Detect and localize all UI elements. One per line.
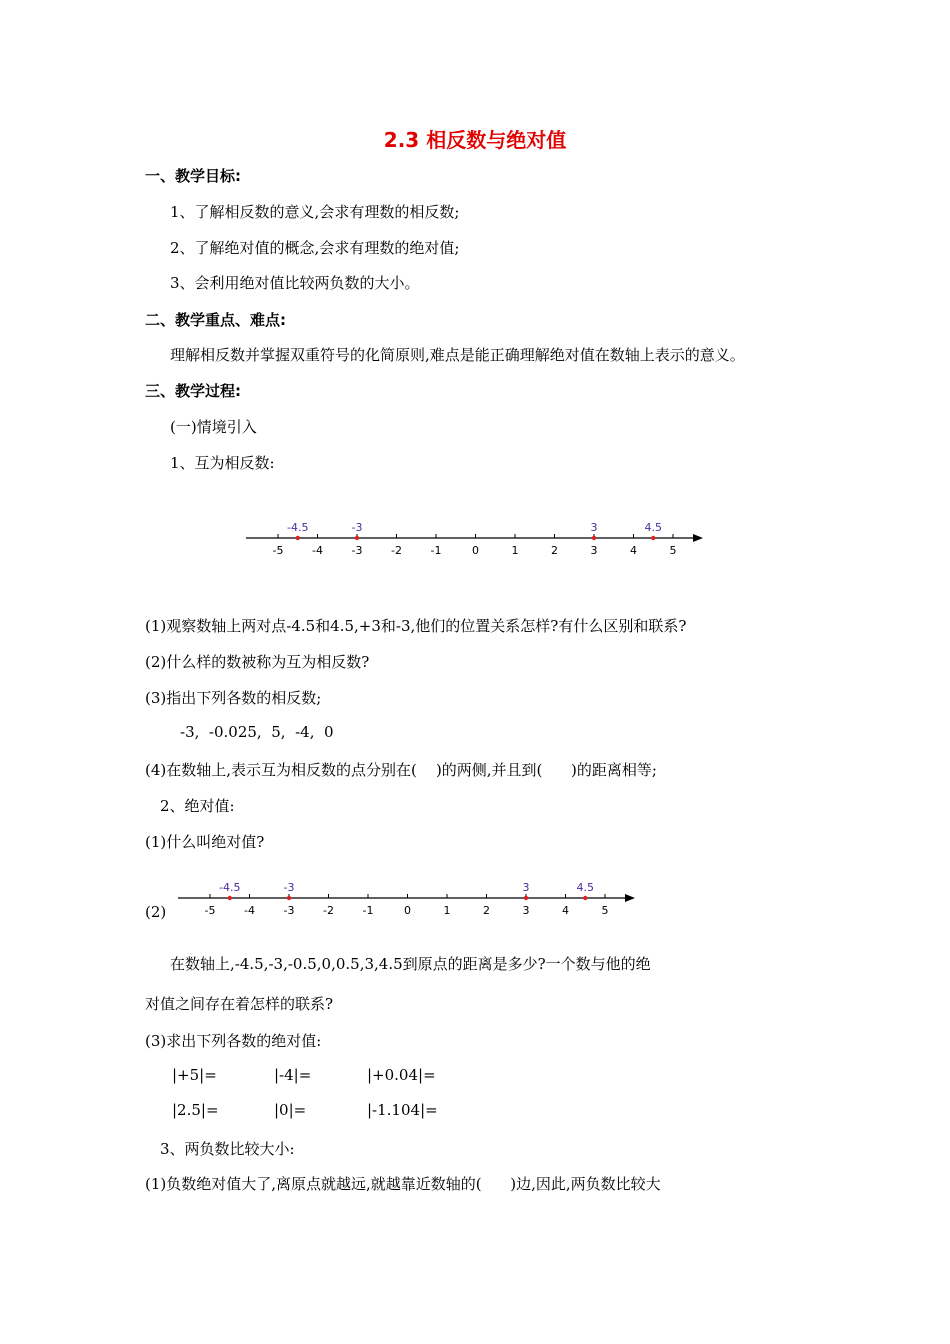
point-marker: [296, 536, 300, 540]
tick-label: -3: [283, 904, 295, 917]
tick-label: -1: [362, 904, 374, 917]
abs-expr: |+5|=: [172, 1066, 217, 1084]
tick-label: 4: [630, 544, 637, 557]
key-points-text: 理解相反数并掌握双重符号的化简原则,难点是能正确理解绝对值在数轴上表示的意义。: [170, 346, 745, 364]
objective-1: 1、了解相反数的意义,会求有理数的相反数;: [170, 203, 460, 221]
tick-label: -2: [323, 904, 334, 917]
tick-label: -2: [391, 544, 402, 557]
tick-label: 0: [404, 904, 411, 917]
axis-arrow: [625, 894, 635, 902]
intro-subheading: (一)情境引入: [170, 418, 257, 436]
question-1-1: (1)观察数轴上两对点-4.5和4.5,+3和-3,他们的位置关系怎样?有什么区别和联系?: [145, 617, 687, 635]
tick-label: 0: [472, 544, 479, 557]
tick-label: -5: [204, 904, 216, 917]
point-label: 3: [590, 521, 598, 534]
question-1-4: (4)在数轴上,表示互为相反数的点分别在( )的两侧,并且到( )的距离相等;: [145, 761, 657, 779]
tick-label: 1: [511, 544, 519, 557]
question-1-2: (2)什么样的数被称为互为相反数?: [145, 653, 370, 671]
tick-label: 2: [483, 904, 490, 917]
tick-label: 5: [601, 904, 609, 917]
abs-expr: |2.5|=: [172, 1101, 219, 1119]
tick-label: -3: [351, 544, 363, 557]
question-3-1: (1)负数绝对值大了,离原点就越远,就越靠近数轴的( )边,因此,两负数比较大: [145, 1175, 661, 1193]
number-line-2: [172, 870, 642, 925]
tick-label: -1: [430, 544, 442, 557]
tick-label: 3: [590, 544, 598, 557]
point-label: 4.5: [644, 521, 662, 534]
point-label: -3: [351, 521, 363, 534]
page-title: 2.3 相反数与绝对值: [383, 128, 567, 152]
question-2-2-line1: 在数轴上,-4.5,-3,-0.5,0,0.5,3,4.5到原点的距离是多少?一个数与他的绝: [170, 955, 651, 973]
question-2-1: (1)什么叫绝对值?: [145, 833, 265, 851]
abs-expr: |-1.104|=: [367, 1101, 438, 1119]
question-2-2-label: (2): [145, 903, 167, 921]
point-label: -3: [283, 881, 295, 894]
tick-label: -4: [312, 544, 323, 557]
tick-label: -4: [244, 904, 255, 917]
point-marker: [228, 896, 232, 900]
tick-label: -5: [272, 544, 284, 557]
point-marker: [524, 896, 528, 900]
point-label: 3: [522, 881, 530, 894]
objective-2: 2、了解绝对值的概念,会求有理数的绝对值;: [170, 239, 460, 257]
abs-expr: |-4|=: [274, 1066, 312, 1084]
section-2-heading: 二、教学重点、难点:: [145, 311, 286, 329]
tick-label: 2: [551, 544, 558, 557]
axis-arrow: [693, 534, 703, 542]
abs-expr: |0|=: [274, 1101, 307, 1119]
point-label: -4.5: [219, 881, 241, 894]
section-1-heading: 一、教学目标:: [145, 167, 241, 185]
absolute-value-heading: 2、绝对值:: [160, 797, 235, 815]
question-1-3: (3)指出下列各数的相反数;: [145, 689, 322, 707]
point-marker: [355, 536, 359, 540]
tick-label: 3: [522, 904, 530, 917]
abs-row-2: [172, 1101, 438, 1119]
abs-row-1: [172, 1066, 436, 1084]
tick-label: 5: [669, 544, 677, 557]
compare-negatives-heading: 3、两负数比较大小:: [160, 1140, 295, 1158]
abs-expr: |+0.04|=: [367, 1066, 436, 1084]
number-line-1: [240, 510, 710, 565]
tick-label: 4: [562, 904, 569, 917]
objective-3: 3、会利用绝对值比较两负数的大小。: [170, 274, 420, 292]
point-label: -4.5: [287, 521, 309, 534]
question-2-2-line2: 对值之间存在着怎样的联系?: [145, 995, 334, 1013]
number-list: -3, -0.025, 5, -4, 0: [180, 723, 334, 741]
question-2-3: (3)求出下列各数的绝对值:: [145, 1032, 322, 1050]
point-label: 4.5: [576, 881, 594, 894]
tick-label: 1: [443, 904, 451, 917]
opposite-numbers-heading: 1、互为相反数:: [170, 454, 275, 472]
section-3-heading: 三、教学过程:: [145, 382, 241, 400]
point-marker: [583, 896, 587, 900]
point-marker: [287, 896, 291, 900]
point-marker: [651, 536, 655, 540]
point-marker: [592, 536, 596, 540]
